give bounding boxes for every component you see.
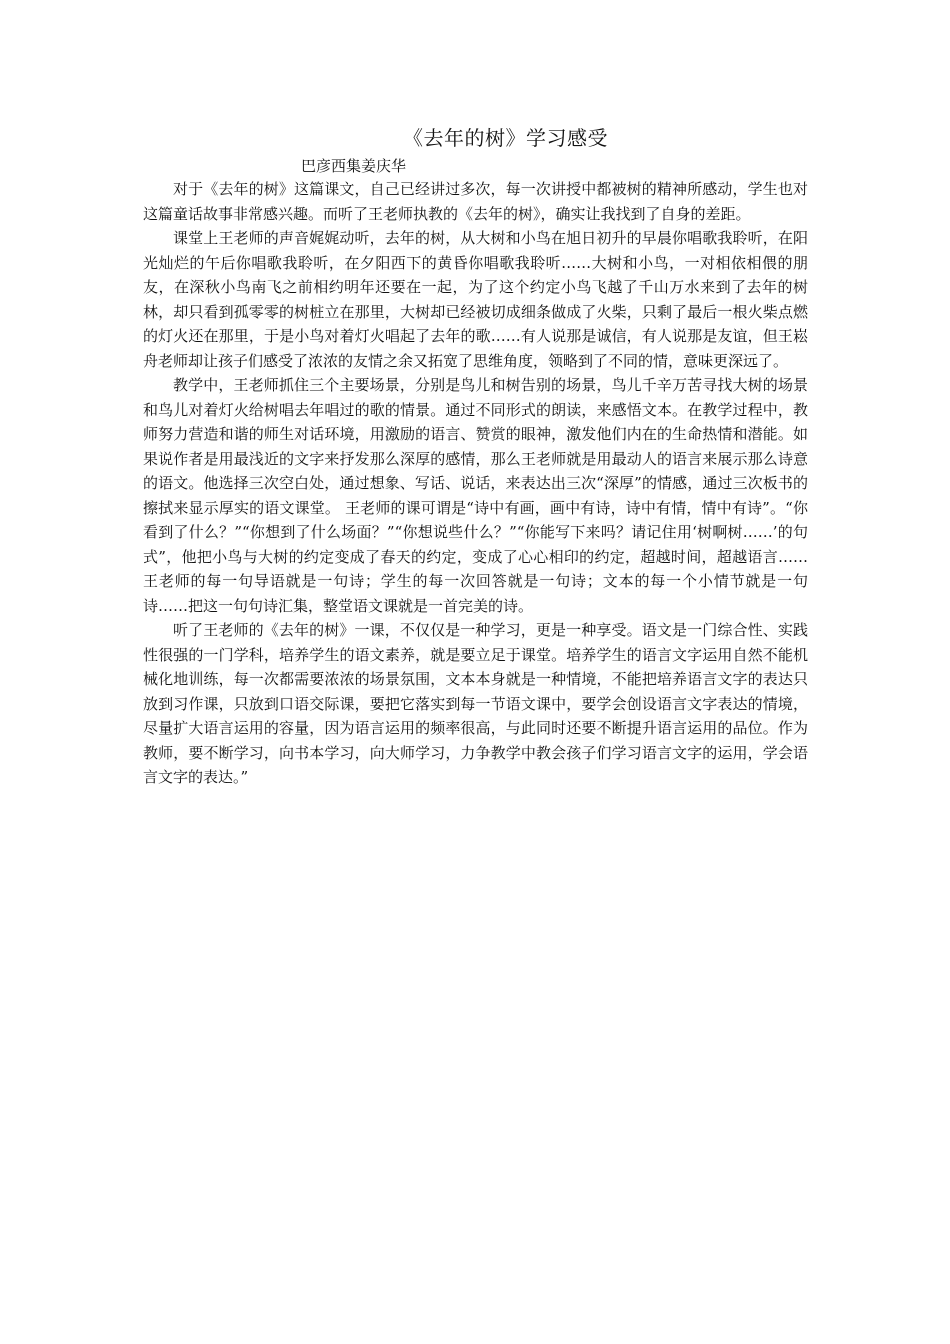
document-body — [143, 121, 808, 790]
paragraph-4: 听了王老师的《去年的树》一课，不仅仅是一种学习，更是一种享受。语文是一门综合性、实践性很强的一门学科，培养学生的语文素养，就是要立足于课堂。培养学生的语言文字运用自然不能机械化地训练，每一次都需要浓浓的场景氛围，文本本身就是一种情境，不能把培养语言文字的表达只放到习作课，只放到口语交际课，要把它落实到每一节语文课中，要学会创设语言文字表达的情境，尽量扩大语言运用的容量，因为语言运用的频率很高，与此同时还要不断提升语言运用的品位。作为教师，要不断学习，向书本学习，向大师学习，力争教学中教会孩子们学习语言文字的运用，学会语言文字的表达。” — [143, 621, 808, 786]
paragraph-1: 对于《去年的树》这篇课文，自己已经讲过多次，每一次讲授中都被树的精神所感动，学生也对这篇童话故事非常感兴趣。而听了王老师执教的《去年的树》，确实让我找到了自身的差距。 — [143, 180, 808, 223]
paragraph-3: 教学中，王老师抓住三个主要场景，分别是鸟儿和树告别的场景，鸟儿千辛万苦寻找大树的场景和鸟儿对着灯火给树唱去年唱过的歌的情景。通过不同形式的朗读，来感悟文本。在教学过程中，教师努力营造和谐的师生对话环境，用激励的语言、赞赏的眼神，激发他们内在的生命热情和潜能。如果说作者是用最浅近的文字来抒发那么深厚的感情，那么王老师就是用最动人的语言来展示那么诗意的语文。他选择三次空白处，通过想象、写话、说话，来表达出三次“深厚”的情感，通过三次板书的擦拭来显示厚实的语文课堂。 王老师的课可谓是“诗中有画，画中有诗，诗中有情，情中有诗”。“你看到了什么？”“你想到了什么场面？”“你想说些什么？”“你能写下来吗？请记住用‘树啊树……’的句式”，他把小鸟与大树的约定变成了春天的约定，变成了心心相印的约定，超越时间，超越语言……王老师的每一句导语就是一句诗；学生的每一次回答就是一句诗；文本的每一个小情节就是一句诗……把这一句句诗汇集，整堂语文课就是一首完美的诗。 — [143, 376, 808, 615]
paragraph-2: 课堂上王老师的声音娓娓动听，去年的树，从大树和小鸟在旭日初升的早晨你唱歌我聆听，在阳光灿烂的午后你唱歌我聆听，在夕阳西下的黄昏你唱歌我聆听……大树和小鸟，一对相依相偎的朋友，在深秋小鸟南飞之前相约明年还要在一起，为了这个约定小鸟飞越了千山万水来到了去年的树林，却只看到孤零零的树桩立在那里，大树却已经被切成细条做成了火柴，只剩了最后一根火柴点燃的灯火还在那里，于是小鸟对着灯火唱起了去年的歌……有人说那是诚信，有人说那是友谊，但王崧舟老师却让孩子们感受了浓浓的友情之余又拓宽了思维角度，领略到了不同的情，意味更深远了。 — [143, 229, 808, 370]
document-title: 《去年的树》学习感受 — [403, 126, 608, 150]
document-author: 巴彦西集姜庆华 — [301, 157, 407, 175]
